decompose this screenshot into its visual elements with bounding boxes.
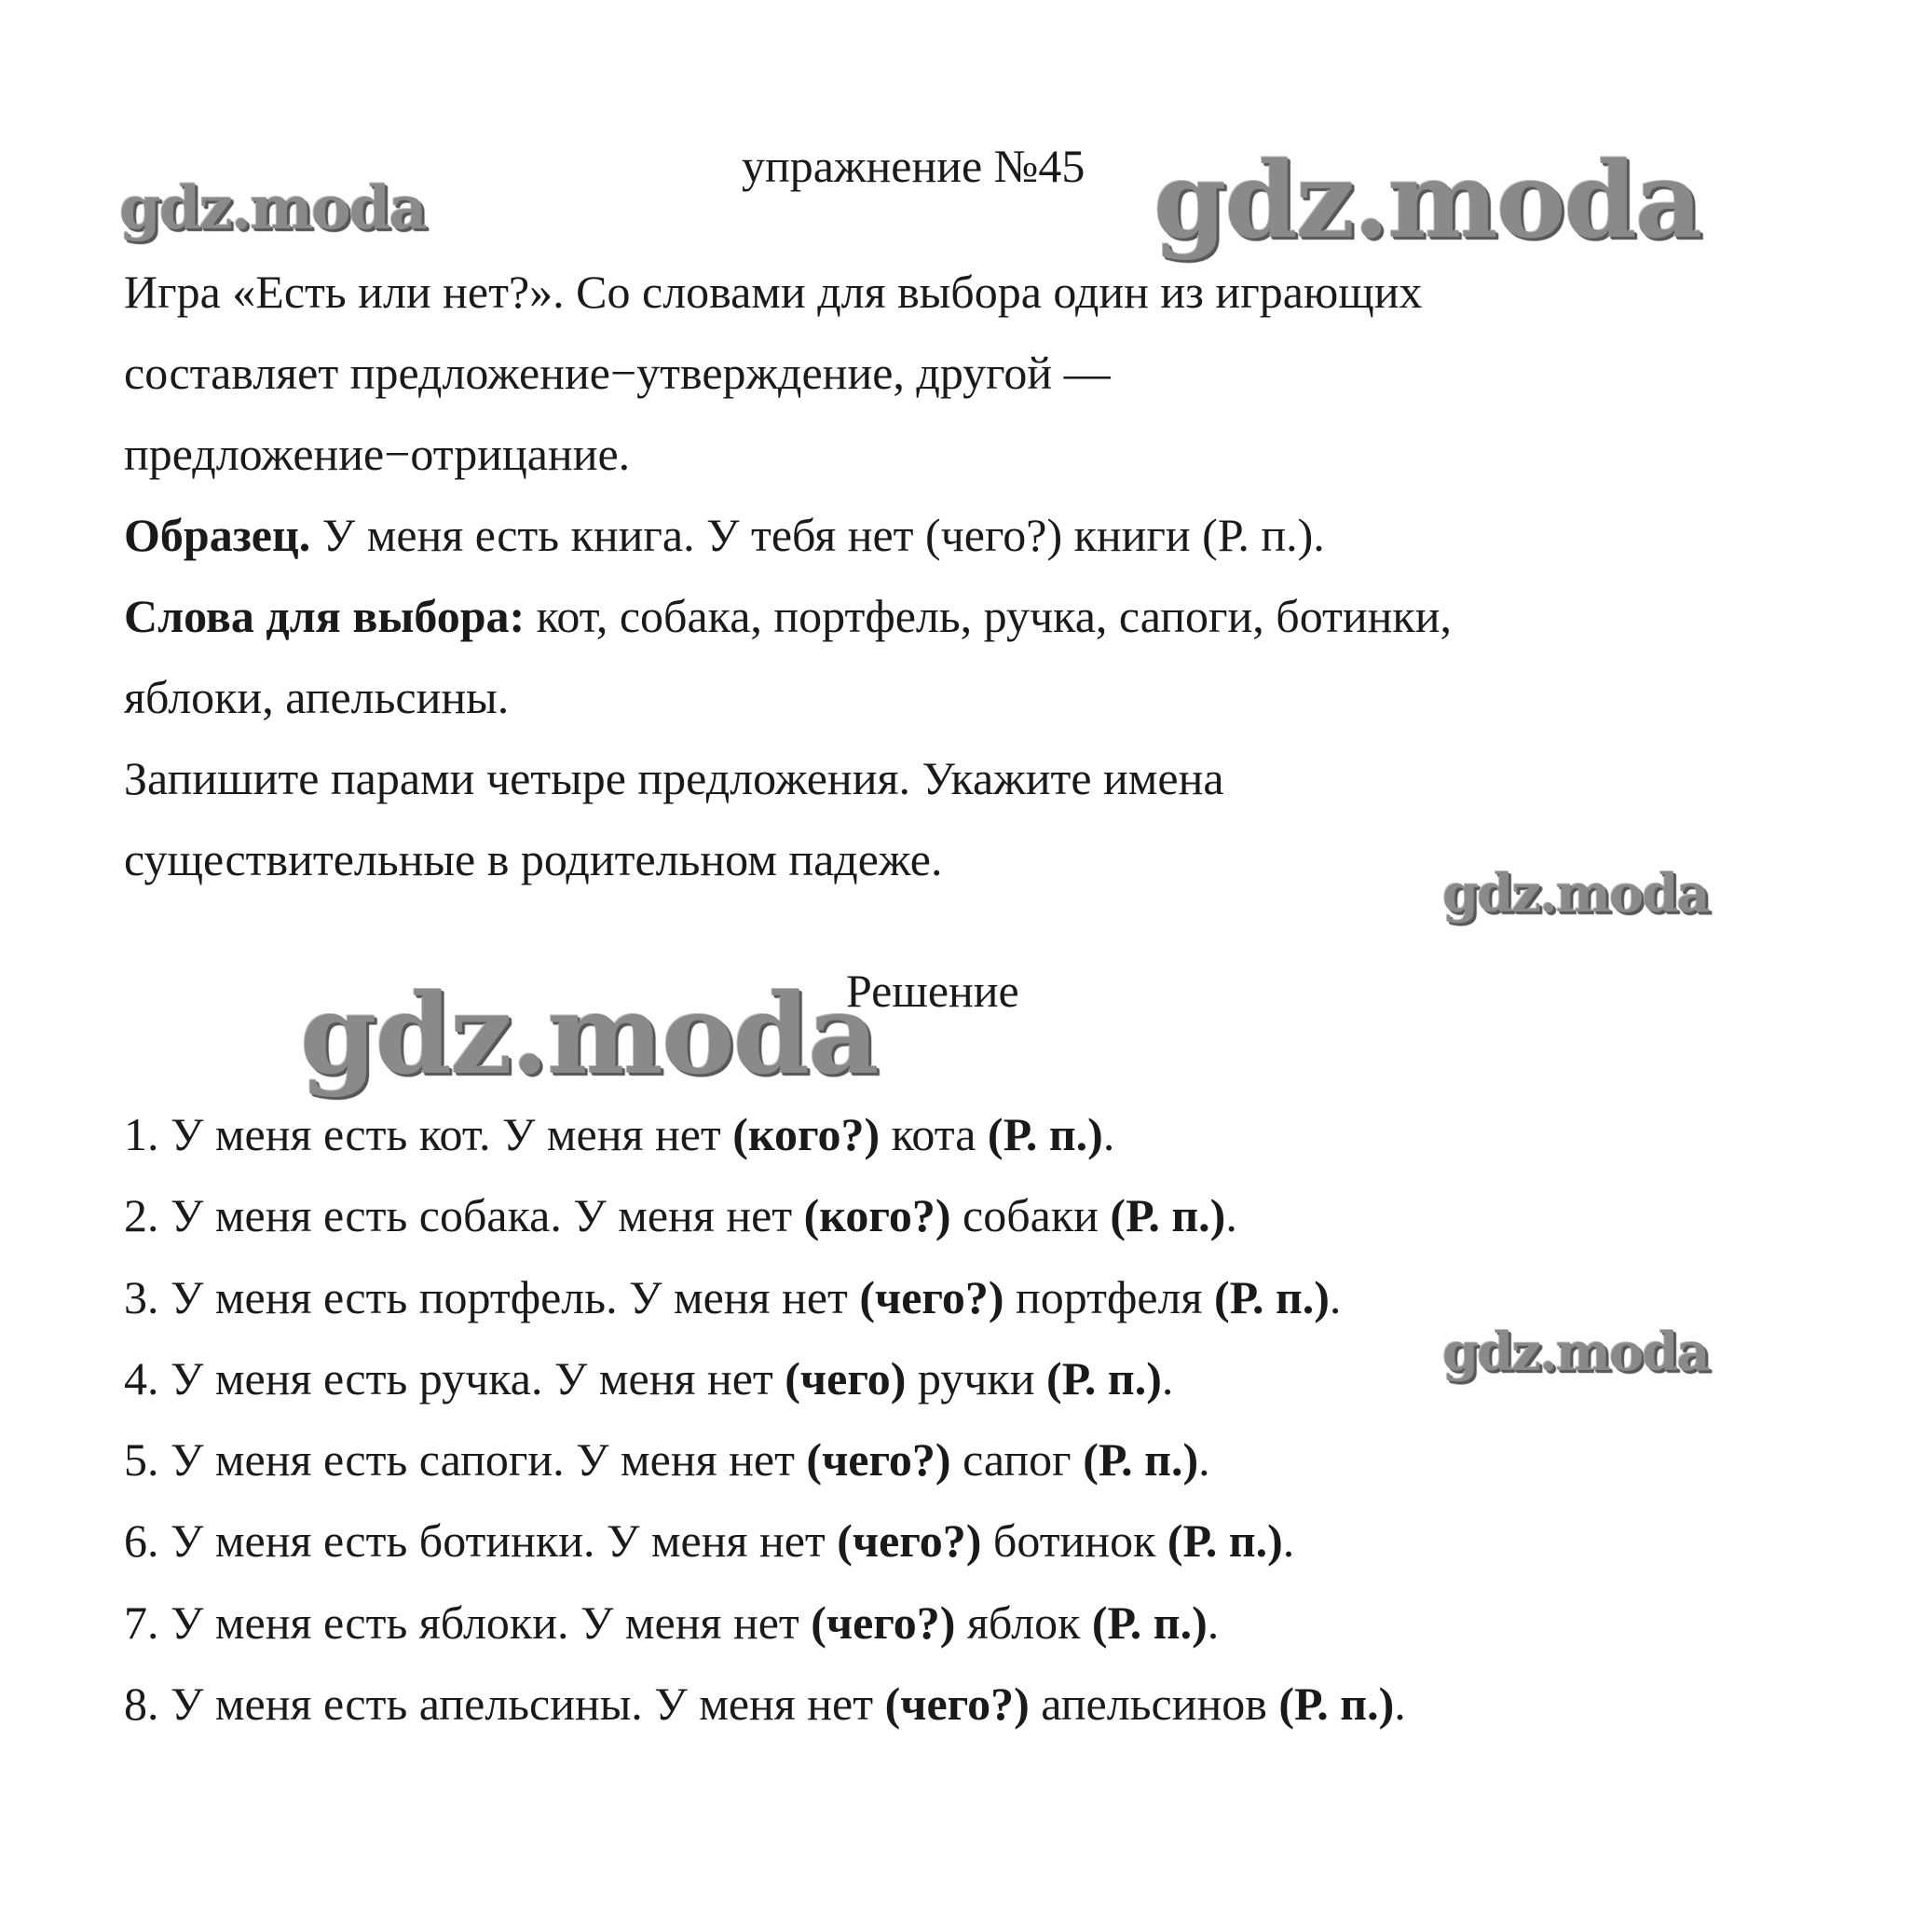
- answer-text: 8. У меня есть апельсины. У меня нет: [124, 1678, 885, 1731]
- words-label: Слова для выбора:: [124, 590, 526, 642]
- answer-end: .: [1198, 1433, 1210, 1487]
- answer-case: (Р. п.): [1214, 1270, 1330, 1323]
- answer-case: (Р. п.): [987, 1108, 1103, 1160]
- answer-list: [124, 1094, 1801, 1745]
- solution-title: Решение: [846, 965, 1019, 1017]
- answer-question: (чего): [785, 1351, 907, 1404]
- answer-question: (чего?): [884, 1678, 1030, 1731]
- answer-question: (чего?): [806, 1433, 951, 1487]
- answer-noun: собаки: [950, 1189, 1111, 1242]
- answer-end: .: [1394, 1678, 1406, 1731]
- watermark: gdz.moda: [119, 173, 426, 243]
- answer-end: .: [1329, 1270, 1342, 1323]
- answer-text: 5. У меня есть сапоги. У меня нет: [124, 1433, 807, 1487]
- sample-line: [124, 495, 1801, 576]
- answer-case: (Р. п.): [1045, 1351, 1162, 1404]
- answer-noun: яблок: [955, 1596, 1092, 1649]
- answer-text: 2. У меня есть собака. У меня нет: [124, 1189, 804, 1242]
- instruction-line: существительные в родительном падеже.: [124, 833, 943, 885]
- answer-question: (кого?): [732, 1108, 881, 1160]
- answer-item: [124, 1500, 1801, 1582]
- exercise-title: упражнение №45: [742, 140, 1085, 192]
- answer-end: .: [1207, 1596, 1220, 1649]
- watermark: gdz.moda: [300, 969, 878, 1099]
- answer-question: (чего?): [837, 1514, 982, 1568]
- instruction-line: Запишите парами четыре предложения. Укажите имена: [124, 752, 1224, 804]
- answer-case: (Р. п.): [1083, 1433, 1199, 1487]
- answer-end: .: [1161, 1351, 1174, 1404]
- sample-text: У меня есть книга. У тебя нет (чего?) книги (Р. п.).: [310, 509, 1325, 561]
- words-line: [124, 576, 1801, 657]
- answer-item: [124, 1257, 1801, 1338]
- task-line: составляет предложение−утверждение, другой —: [124, 347, 1111, 399]
- sample-label: Образец.: [124, 509, 311, 561]
- answer-noun: апельсинов: [1029, 1678, 1279, 1731]
- answer-text: 1. У меня есть кот. У меня нет: [124, 1108, 733, 1160]
- answer-item: [124, 1338, 1801, 1419]
- answer-case: (Р. п.): [1278, 1678, 1395, 1731]
- answer-text: 6. У меня есть ботинки. У меня нет: [124, 1514, 838, 1568]
- watermark: gdz.moda: [1154, 140, 1701, 262]
- watermark: gdz.moda: [1442, 1322, 1709, 1383]
- answer-text: 3. У меня есть портфель. У меня нет: [124, 1270, 860, 1323]
- answer-item: [124, 1419, 1801, 1500]
- answer-noun: ручки: [906, 1351, 1046, 1404]
- answer-noun: ботинок: [981, 1514, 1167, 1568]
- answer-item: [124, 1583, 1801, 1664]
- answer-end: .: [1282, 1514, 1295, 1568]
- answer-question: (чего?): [859, 1270, 1004, 1323]
- answer-noun: кота: [880, 1108, 988, 1160]
- words-line-continued: яблоки, апельсины.: [124, 671, 510, 723]
- task-text: [124, 252, 1801, 900]
- answer-text: 7. У меня есть яблоки. У меня нет: [124, 1596, 812, 1649]
- answer-question: (чего?): [811, 1596, 956, 1649]
- answer-item: [124, 1175, 1801, 1256]
- answer-end: .: [1225, 1189, 1237, 1242]
- answer-noun: сапог: [950, 1433, 1084, 1487]
- answer-end: .: [1102, 1108, 1115, 1160]
- task-line: предложение−отрицание.: [124, 428, 631, 480]
- answer-case: (Р. п.): [1110, 1189, 1226, 1242]
- answer-case: (Р. п.): [1091, 1596, 1208, 1649]
- watermark: gdz.moda: [1442, 863, 1709, 925]
- answer-item: [124, 1664, 1801, 1745]
- answer-case: (Р. п.): [1167, 1514, 1283, 1568]
- answer-item: [124, 1094, 1801, 1175]
- task-line: Игра «Есть или нет?». Со словами для выбора один из играющих: [124, 266, 1423, 318]
- answer-text: 4. У меня есть ручка. У меня нет: [124, 1351, 785, 1404]
- words-text: кот, собака, портфель, ручка, сапоги, ботинки,: [525, 590, 1452, 642]
- answer-question: (кого?): [803, 1189, 951, 1242]
- answer-noun: портфеля: [1003, 1270, 1215, 1323]
